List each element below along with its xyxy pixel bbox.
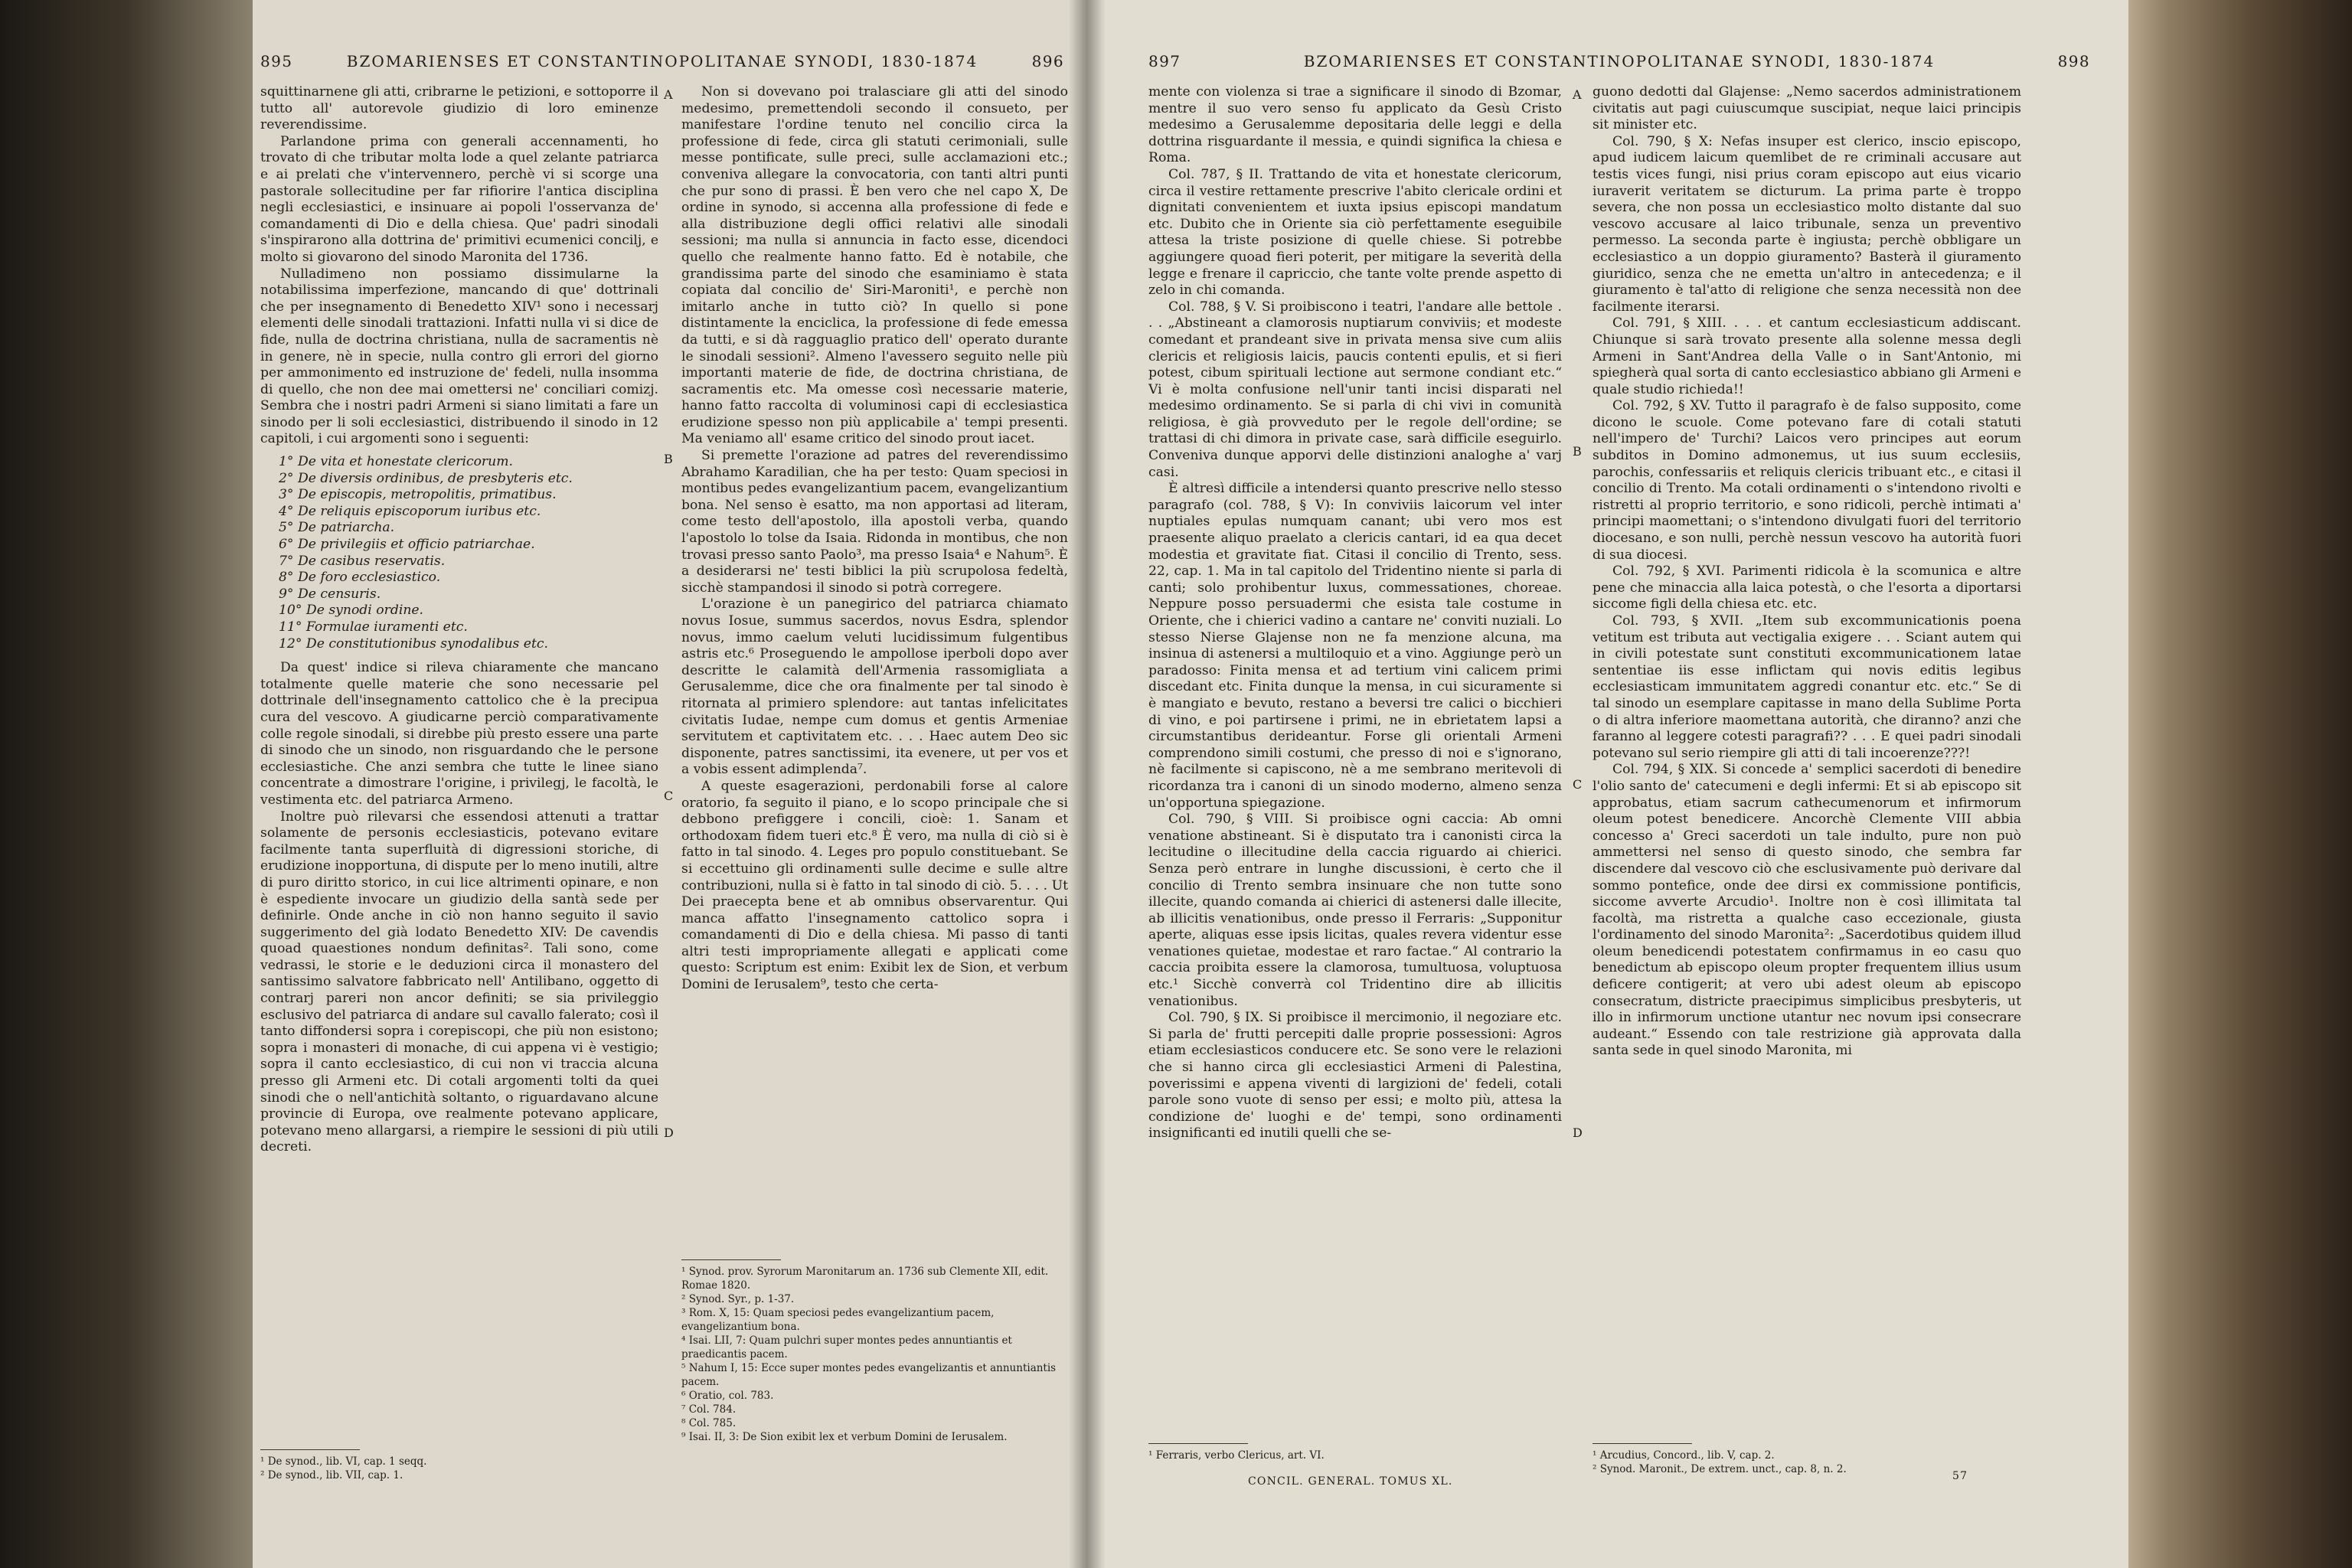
margin-letter: A bbox=[664, 87, 673, 102]
page-number: 898 bbox=[2057, 52, 2090, 70]
paragraph: Col. 790, § IX. Si proibisce il mercimonio, il negoziare etc. Si parla de' frutti percepiti dalle proprie possessioni: Agros etiam ecclesiasticos conducere etc. Se sono vere le relazioni che si hanno circa gli ecclesiastici Armeni di Palestina, poverissimi e appena viventi di largizioni de' fedeli, cotali parole sono vuote di senso per essi; e molto più, attesa la condizione de' luoghi e de' tempi, sono ordinamenti insignificanti ed inutili quelli che se- bbox=[1148, 1010, 1562, 1142]
footnote: ² Synod. Maronit., De extrem. unct., cap. 8, n. 2. bbox=[1592, 1463, 1847, 1475]
paragraph: Col. 791, § XIII. . . . et cantum ecclesiasticum addiscant. Chiunque si sarà trovato presente alla solenne messa degli Armeni in Sant'Andrea della Valle o in Sant'Antonio, mi spiegherà qual sorta di canto ecclesiastico abbiano gli Armeni e quale studio richieda!! bbox=[1592, 315, 2021, 397]
margin-letter: D bbox=[1573, 1125, 1583, 1140]
footnote: ⁹ Isai. II, 3: De Sion exibit lex et verbum Domini de Ierusalem. bbox=[681, 1431, 1008, 1443]
footnote: ⁵ Nahum I, 15: Ecce super montes pedes evangelizantis et annuntiantis pacem. bbox=[681, 1362, 1057, 1388]
chapter-item: 5° De patriarcha. bbox=[279, 520, 395, 536]
paragraph: guono dedotti dal Glajense: „Nemo sacerdos administrationem civitatis aut pagi cuiuscumque suscipiat, neque laici principis sit minister etc. bbox=[1592, 84, 2021, 133]
footnote: ¹ De synod., lib. VI, cap. 1 seqq. bbox=[260, 1455, 427, 1468]
margin-letter: C bbox=[664, 789, 674, 803]
page-number: 897 bbox=[1148, 52, 1181, 70]
paragraph: Parlandone prima con generali accennamenti, ho trovato di che tributar molta lode a quel zelante patriarca e ai prelati che v'intervennero, perchè vi si scorge una pastorale sollecitudine per far rifiorire l'antica disciplina negli ecclesiastici, e insinuare ai popoli l'osservanza de' comandamenti di Dio e della chiesa. Que' padri sinodali s'inspirarono alla dottrina de' primitivi ecumenici concilj, e molto si giovarono del sinodo Maronita del 1736. bbox=[260, 133, 658, 265]
chapter-list bbox=[260, 454, 658, 652]
margin-letter: A bbox=[1573, 87, 1582, 102]
paragraph: Col. 790, § X: Nefas insuper est clerico, inscio episcopo, apud iudicem laicum quemlibet de re criminali accusare aut testis vices fungi, nisi prius coram episcopo aut eius vicario iuraverit veritatem se dicturum. La prima parte è troppo severa, che non possa un ecclesiastico molto distante dal suo vescovo accusare al laico tribunale, senza un preventivo permesso. La seconda parte è ingiusta; perchè obbligare un ecclesiastico a un doppio giuramento? Basterà il giuramento giuridico, senza che ne emetta un'altro in antecedenza; e il giuramento è tal'atto di religione che senza necessità non dee facilmente iterarsi. bbox=[1592, 133, 2021, 315]
paragraph: È altresì difficile a intendersi quanto prescrive nello stesso paragrafo (col. 788, § V): In conviviis laicorum vel inter nuptiales epulas numquam canant; ubi vero mos est praesente aliquo praelato a clericis cantari, id ea qua decet modestia et gravitate fiat. Citasi il concilio di Trento, sess. 22, cap. 1. Ma in tal capitolo del Tridentino niente si parla di canti; solo prohibentur luxus, commessationes, choreae. Neppure posso persuadermi che esista tale costume in Oriente, che i chierici vadino a cantare ne' conviti nuziali. Lo stesso Nierse Glajense non ne fa menzione alcuna, ma insinua di astenersi a multiloquio et a vino. Aggiunge però un paradosso: Finita mensa et ad tertium vini calicem primi discedant etc. Finita dunque la mensa, in cui sicuramente si è mangiato e bevuto, restano a beversi tre calici o bicchieri di vino, e poi partirsene i primi, ne in ebrietatem lapsi a circumstantibus derideantur. Forse gli orientali Armeni comprendono simili costumi, che presso di noi e s'ignorano, nè facilmente si capiscono, nè a me sembrano meritevoli di ricordanza tra i canoni di un sinodo moderno, almeno senza un'opportuna spiegazione. bbox=[1148, 481, 1562, 811]
chapter-item: 3° De episcopis, metropolitis, primatibus. bbox=[279, 487, 557, 503]
chapter-item: 9° De censuris. bbox=[279, 586, 381, 602]
right-column-1 bbox=[1148, 84, 1562, 1142]
chapter-item: 10° De synodi ordine. bbox=[279, 603, 424, 619]
paragraph: Inoltre può rilevarsi che essendosi attenuti a trattar solamente de personis ecclesiasticis, potevano evitare facilmente tanta superfluità di digressioni storiche, di erudizione inopportuna, di dispute per lo meno inutili, altre di puro diritto storico, in cui lice altrimenti opinare, e non è espediente invocare un giudizio della santà sede per definirle. Onde anche in ciò non hanno seguito il savio suggerimento del già lodato Benedetto XIV: De cavendis quoad quaestiones nondum definitas². Tali sono, come vedrassi, le storie e le deduzioni circa il monastero del santissimo salvatore fabbricato nell' Antilibano, oggetto di contrarj pareri non ancor definiti; se sia privileggio esclusivo del patriarca di andare sul cavallo falerato; così il tanto diffondersi sopra i corepiscopi, che più non esistono; sopra i monasteri di monache, di cui appena vi è vestigio; sopra il canto ecclesiastico, di cui non vi traccia alcuna presso gli Armeni etc. Di cotali argomenti tolti da quei sinodi che o nell'antichità soltanto, o riguardavano alcune provincie di Europa, ove realmente potevano applicare, potevano meno allargarsi, a riempire le sessioni di più utili decreti. bbox=[260, 808, 658, 1155]
footnotes bbox=[260, 1449, 643, 1482]
footnote: ⁸ Col. 785. bbox=[681, 1417, 737, 1429]
chapter-item: 2° De diversis ordinibus, de presbyteris etc. bbox=[279, 470, 573, 486]
chapter-item: 6° De privilegiis et officio patriarchae. bbox=[279, 537, 535, 553]
footnote-rule bbox=[1592, 1443, 1692, 1444]
margin-letter: D bbox=[664, 1125, 674, 1140]
chapter-item: 12° De constitutionibus synodalibus etc. bbox=[279, 635, 548, 652]
running-title: BZOMARIENSES ET CONSTANTINOPOLITANAE SYNODI, 1830-1874 bbox=[346, 52, 978, 70]
book-gutter bbox=[1069, 0, 1106, 1568]
paragraph: Nulladimeno non possiamo dissimularne la notabilissima imperfezione, mancando di que' dottrinali che per insegnamento di Benedetto XIV¹ sono i necessarj elementi delle sinodali trattazioni. Infatti nulla vi si dice de fide, nulla de doctrina christiana, nulla de sacramentis nè in genere, nè in specie, nulla contro gli errori del giorno per ammonimento ed instruzione de' fedeli, nulla insomma di quello, che non dee mai omettersi ne' conciliari comizj. Sembra che i nostri padri Armeni si siano limitati a fare un sinodo per li soli ecclesiastici, distribuendo il sinodo in 12 capitoli, i cui argomenti sono i seguenti: bbox=[260, 266, 658, 447]
footnotes bbox=[1148, 1443, 1562, 1462]
right-page-header bbox=[1148, 47, 2090, 75]
margin-letter: C bbox=[1573, 777, 1583, 792]
footnote: ² Synod. Syr., p. 1-37. bbox=[681, 1293, 795, 1305]
paragraph: squittinarnene gli atti, cribrarne le petizioni, e sottoporre il tutto all' autorevole giudizio di loro eminenze reverendissime. bbox=[260, 84, 658, 133]
footnote-rule bbox=[260, 1449, 360, 1450]
footnote: ¹ Ferraris, verbo Clericus, art. VI. bbox=[1148, 1449, 1325, 1462]
paragraph: Col. 790, § VIII. Si proibisce ogni caccia: Ab omni venatione abstineant. Si è disputato tra i canonisti circa la lecitudine o illecitudine della caccia riguardo ai chierici. Senza però entrare in lunghe discussioni, è certo che il concilio di Trento sembra insinuare che non tutte sono illecite, quando comanda ai chierici di astenersi dalle illecite, ab illicitis venationibus, onde presso il Ferraris: „Supponitur aperte, aliquas esse ipsis licitas, quales revera videntur esse venationes quietae, modestae et raro factae.“ Al contrario la caccia proibita essere la clamorosa, tumultuosa, voluptuosa etc.¹ Sicchè converrà col Tridentino dire ab illicitis venationibus. bbox=[1148, 812, 1562, 1009]
paragraph: Col. 793, § XVII. „Item sub excommunicationis poena vetitum est tributa aut vectigalia exigere . . . Sciant autem qui in civili potestate sunt constituti excommunicationem latae sententiae iis esse inflictam qui novis editis legibus ecclesiasticam immunitatem aggredi conantur etc. etc.“ Se di tal sinodo un esemplare capitasse in mano della Sublime Porta o di altra inferiore maomettana autorità, che diranno? anzi che faranno al leggere cotesti paragrafi?? . . . E quei padri sinodali potevano sul serio riempire gli atti di tali incoerenze???! bbox=[1592, 613, 2021, 761]
paragraph: Col. 792, § XVI. Parimenti ridicola è la scomunica e altre pene che minaccia alla laica potestà, o che l'esorta a diportarsi siccome figli della chiesa etc. etc. bbox=[1592, 564, 2021, 612]
chapter-item: 11° Formulae iuramenti etc. bbox=[279, 619, 468, 635]
left-page bbox=[253, 0, 1087, 1568]
footnote: ⁶ Oratio, col. 783. bbox=[681, 1390, 774, 1402]
right-column-2 bbox=[1592, 84, 2021, 1060]
chapter-item: 7° De casibus reservatis. bbox=[279, 553, 446, 569]
page-number: 895 bbox=[260, 52, 293, 70]
paragraph: L'orazione è un panegirico del patriarca chiamato novus Iosue, summus sacerdos, novus Esdra, splendor novus, immo caelum veluti lucidissimum fulgentibus astris etc.⁶ Proseguendo le ampollose iperboli dopo aver descritte le calamità dell'Armenia rassomigliata a Gerusalemme, dice che ora finalmente per tal sinodo è ritornata al primiero splendore: aut tantas infelicitates civitatis Iudae, nempe cum domus et gentis Armeniae servitutem et captivitatem etc. . . . Haec autem Deo sic disponente, patres sanctissimi, ita evenere, ut per vos et a vobis essent adimplenda⁷. bbox=[681, 596, 1068, 778]
footnote: ¹ Synod. prov. Syrorum Maronitarum an. 1736 sub Clemente XII, edit. Romae 1820. bbox=[681, 1266, 1049, 1292]
signature-number: 57 bbox=[1952, 1470, 1968, 1482]
paragraph: mente con violenza si trae a significare il sinodo di Bzomar, mentre il suo vero senso fu applicato da Gesù Cristo medesimo a Gerusalemme depositaria delle leggi e della dottrina risguardante il messia, e quindi significa la chiesa e Roma. bbox=[1148, 84, 1562, 166]
footnote: ² De synod., lib. VII, cap. 1. bbox=[260, 1469, 403, 1481]
left-book-edge bbox=[0, 0, 253, 1568]
paragraph: Da quest' indice si rileva chiaramente che mancano totalmente quelle materie che sono necessarie pel dottrinale dell'insegnamento cattolico che è la precipua cura del vescovo. A giudicarne perciò comparativamente colle regole sinodali, si direbbe più presto essere una parte di sinodo che un sinodo, non risguardando che le persone ecclesiastiche. Che anzi sembra che tutte le linee siano concentrate a dimostrare l'origine, i privilegj, le facoltà, le vestimenta etc. del patriarca Armeno. bbox=[260, 660, 658, 808]
signature-mark: CONCIL. GENERAL. TOMUS XL. bbox=[1248, 1475, 1453, 1488]
paragraph: Col. 792, § XV. Tutto il paragrafo è de falso supposito, come dicono le scuole. Come potevano fare di cotali statuti nell'impero de' Turchi? Laicos vero principes aut eorum subditos in Domino admonemus, ut ius suum ecclesiis, parochis, confessariis et reliquis clericis tribuant etc., e citasi il concilio di Trento. Ma cotali ordinamenti o s'intendono rivolti e ristretti al proprio territorio, e sono ridicoli, perchè intimati a' principi maomettani; o s'intendono divulgati fuori del territorio diocesano, e son nulli, perchè nessun vescovo ha autorità fuori di sua diocesi. bbox=[1592, 398, 2021, 563]
footnote: ¹ Arcudius, Concord., lib. V, cap. 2. bbox=[1592, 1449, 1775, 1462]
right-page bbox=[1087, 0, 2128, 1568]
paragraph: A queste esagerazioni, perdonabili forse al calore oratorio, fa seguito il piano, e lo scopo principale che si debbono prefiggere i concili, cioè: 1. Sanam et orthodoxam fidem tueri etc.⁸ È vero, ma nulla di ciò si è fatto in tal sinodo. 4. Leges pro populo constituebant. Se si eccettuino gli ordinamenti sulle decime e sulle altre contribuzioni, nulla si è fatto in tal sinodo di ciò. 5. . . . Ut Dei praecepta bene et ab omnibus observarentur. Qui manca affatto l'insegnamento cattolico sopra i comandamenti di Dio e della chiesa. Mi passo di tanti altri testi impropriamente allegati e applicati come questo: Scriptum est enim: Exibit lex de Sion, et verbum Domini de Ierusalem⁹, testo che certa- bbox=[681, 778, 1068, 993]
chapter-item: 4° De reliquis episcoporum iuribus etc. bbox=[279, 503, 541, 519]
margin-letter: B bbox=[664, 452, 673, 466]
footnote: ⁴ Isai. LII, 7: Quam pulchri super montes pedes annuntiantis et praedicantis pacem. bbox=[681, 1334, 1012, 1361]
footnote-rule bbox=[681, 1259, 781, 1260]
chapter-item: 1° De vita et honestate clericorum. bbox=[279, 454, 513, 470]
footnote-rule bbox=[1148, 1443, 1248, 1444]
paragraph: Non si dovevano poi tralasciare gli atti del sinodo medesimo, premettendoli secondo il consueto, per manifestare l'ordine tenuto nel concilio circa la professione di fede, circa gli statuti cerimoniali, sulle messe pontificate, sulle preci, sulle acclamazioni etc.; conveniva allegare la convocatoria, con tanti altri punti che pur sono di prassi. È ben vero che nel capo X, De ordine in synodo, si accenna alla professione di fede e alla distribuzione degli offici relativi alle sinodali sessioni; ma nulla si annuncia in facto esse, dicendoci quello che realmente hanno fatto. Ed è notabile, che grandissima parte del sinodo che esaminiamo è stata copiata dal concilio de' Siri-Maroniti¹, e perchè non imitarlo anche in tutto ciò? In quello si pone distintamente la enciclica, la professione di fede emessa da tutti, e si dà ragguaglio pratico dell' operato durante le sinodali sessioni². Almeno l'avessero seguito nelle più importanti materie de fide, de doctrina christiana, de sacramentis etc. Ma omesse così necessarie materie, hanno fatto raccolta di voluminosi capi di ecclesiastica erudizione spesso non più applicabile a' tempi presenti. Ma veniamo all' esame critico del sinodo prout iacet. bbox=[681, 84, 1068, 447]
left-page-header bbox=[260, 47, 1064, 75]
left-column-1 bbox=[260, 84, 658, 1156]
right-book-edge bbox=[2128, 0, 2352, 1568]
chapter-item: 8° De foro ecclesiastico. bbox=[279, 570, 441, 586]
paragraph: Si premette l'orazione ad patres del reverendissimo Abrahamo Karadilian, che ha per testo: Quam speciosi in montibus pedes evangelizantium pacem, evangelizantium bona. Nel senso è esatto, ma non apportasi ad literam, come testo dell'apostolo, illa apostoli verba, quando l'apostolo lo tolse da Isaia. Ridonda in montibus, che non trovasi presso santo Paolo³, ma presso Isaia⁴ e Nahum⁵. È a desiderarsi ne' testi biblici la più scrupolosa fedeltà, sicchè stampandosi il sinodo si potrà corregere. bbox=[681, 448, 1068, 596]
footnote: ⁷ Col. 784. bbox=[681, 1403, 737, 1416]
running-title: BZOMARIENSES ET CONSTANTINOPOLITANAE SYNODI, 1830-1874 bbox=[1303, 52, 1936, 70]
footnote: ³ Rom. X, 15: Quam speciosi pedes evangelizantium pacem, evangelizantium bona. bbox=[681, 1307, 995, 1333]
paragraph: Col. 794, § XIX. Si concede a' semplici sacerdoti di benedire l'olio santo de' catecumeni e degli infermi: Et si ab episcopo sit approbatus, etiam sacrum cathecumenorum et infirmorum oleum potest benedicere. Ancorchè Clemente VIII abbia concesso a' Greci sacerdoti un tale indulto, pure non può ammettersi nel senso di questo sinodo, che sembra far discendere dal vescovo ciò che esclusivamente può derivare dal sommo pontefice, onde dee dirsi ex commissione pontificis, siccome avverte Arcudio¹. Inoltre non è così illimitata tal facoltà, ma ristretta a qualche caso eccezionale, giusta l'ordinamento del sinodo Maronita²: „Sacerdotibus quidem illud oleum benedicendi potestatem confirmamus in eo casu quo benedictum ab episcopo oleum propter frequentem illius usum deficere contigerit; at vero ubi adest oleum ab episcopo consecratum, districte praecipimus simplicibus presbyteris, ut illo in infirmorum unctione utantur nec novum ipsi consecrare audeant.“ Essendo con tale restrizione già approvata dalla santa sede in quel sinodo Maronita, mi bbox=[1592, 762, 2021, 1059]
paragraph: Col. 788, § V. Si proibiscono i teatri, l'andare alle bettole . . . „Abstineant a clamorosis nuptiarum conviviis; et modeste comedant et prandeant sive in privata mensa sive cum aliis clericis et religiosis laicis, paucis contenti epulis, et si fieri potest, cibum spirituali lectione aut sermone condiant etc.“ Vi è molta confusione nell'unir tanti incisi disparati nel medesimo ordinamento. Se si parla di chi vivi in comunità religiosa, è già provveduto per le regole dell'ordine; se trattasi di chi dimora in private case, sarà difficile eseguirlo. Conveniva dunque apporvi delle distinzioni analoghe a' varj casi. bbox=[1148, 299, 1562, 480]
paragraph: Col. 787, § II. Trattando de vita et honestate clericorum, circa il vestire rettamente prescrive l'abito clericale ordini et dignitati convenientem et iuxta ipsius episcopi mandatum etc. Dubito che in Oriente sia ciò perfettamente eseguibile attesa la triste posizione di quelle chiese. Si potrebbe aggiungere quoad fieri poterit, per mitigare la severità della legge e frenare il capriccio, che tante volte prende aspetto di zelo in chi comanda. bbox=[1148, 166, 1562, 299]
left-column-2 bbox=[681, 84, 1068, 994]
page-number: 896 bbox=[1031, 52, 1064, 70]
footnotes bbox=[681, 1259, 1068, 1444]
margin-letter: B bbox=[1573, 444, 1582, 459]
